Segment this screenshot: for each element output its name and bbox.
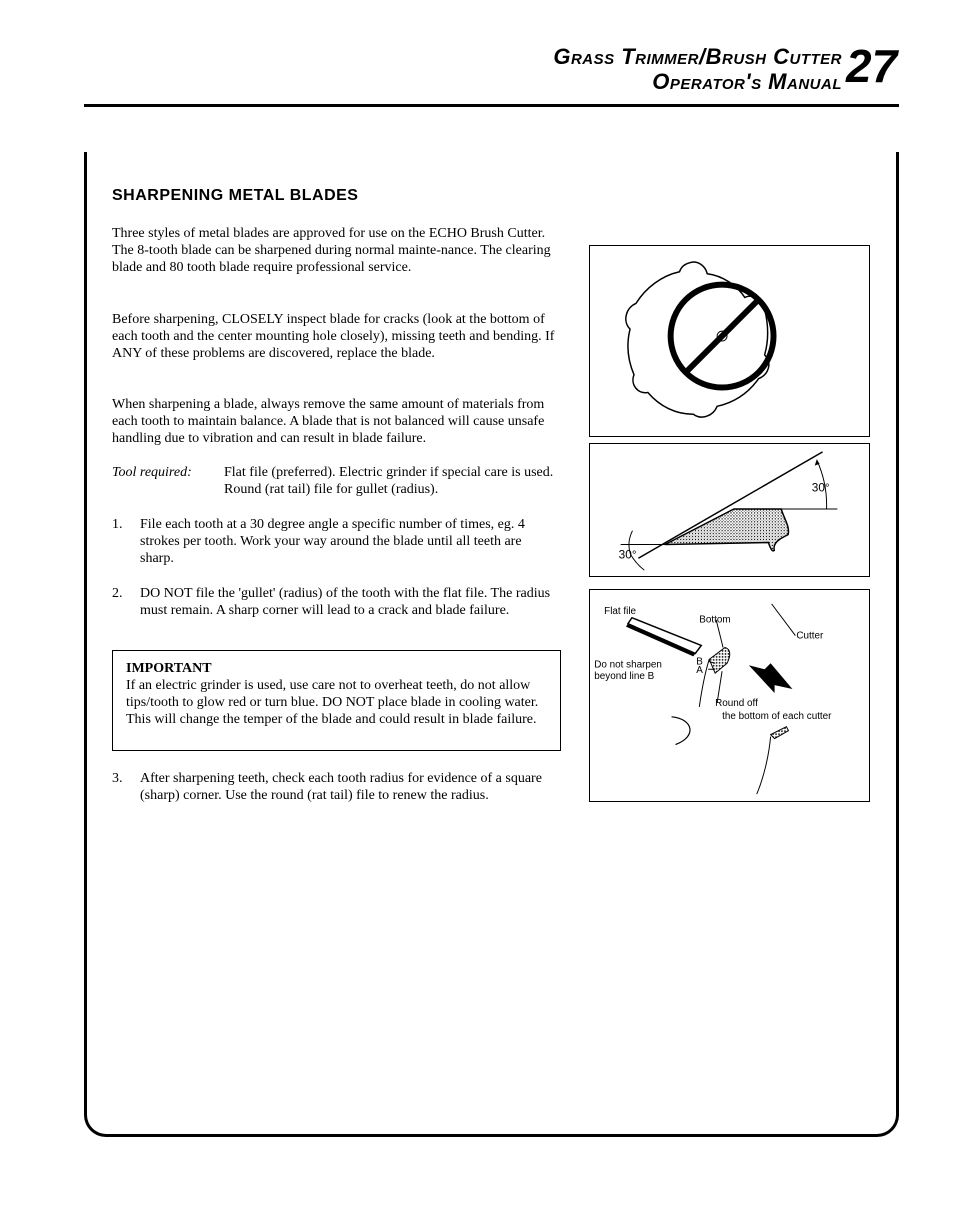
- cutter-detail-figure: [589, 589, 870, 802]
- flat-file-label: Flat file: [604, 605, 637, 617]
- step-text: After sharpening teeth, check each tooth radius for evidence of a square (sharp) corner. Use the round (rat tail) file to renew the radius.: [140, 771, 542, 803]
- lower-angle-label: 30°: [618, 547, 637, 562]
- step-number: 1.: [112, 517, 123, 532]
- header-rule: [84, 104, 899, 107]
- section-heading: SHARPENING METAL BLADES: [112, 187, 359, 204]
- tool-required-label: Tool required:: [112, 465, 192, 480]
- blade-prohibited-figure: [589, 245, 870, 437]
- step-number: 3.: [112, 771, 123, 786]
- page-number: 27: [846, 40, 898, 92]
- bottom-label: Bottom: [699, 614, 731, 626]
- intro-paragraph: Three styles of metal blades are approved for use on the ECHO Brush Cutter. The 8-tooth blade can be sharpened during normal mainte-nance. The clearing blade and 80 tooth blade require professional service.: [112, 226, 551, 275]
- do-not-sharpen-label-1: Do not sharpen: [594, 659, 662, 671]
- step-text: DO NOT file the 'gullet' (radius) of the tooth with the flat file. The radius must remain. A sharp corner will lead to a crack and blade failure.: [140, 586, 551, 618]
- filing-angle-illustration: [590, 444, 869, 576]
- step-number: 2.: [112, 586, 123, 601]
- line-a-label: A: [696, 665, 703, 677]
- blade-prohibited-illustration: [590, 246, 869, 436]
- do-not-sharpen-label-2: beyond line B: [594, 671, 655, 683]
- tool-required-text: Flat file (preferred). Electric grinder if special care is used. Round (rat tail) file for gullet (radius).: [224, 465, 554, 497]
- manual-title-line1: Grass Trimmer/Brush Cutter: [553, 44, 842, 69]
- cutter-label: Cutter: [796, 630, 824, 642]
- cutter-detail-illustration: [590, 590, 869, 801]
- manual-title: [553, 44, 842, 94]
- round-off-label-1: Round off: [715, 697, 758, 709]
- line-b-label: B: [696, 656, 703, 668]
- step-text: File each tooth at a 30 degree angle a specific number of times, eg. 4 strokes per tooth. Work your way around the blade until all teeth are sharp.: [140, 517, 525, 566]
- upper-angle-label: 30°: [811, 480, 830, 495]
- inspect-paragraph: Before sharpening, CLOSELY inspect blade for cracks (look at the bottom of each tooth and the center mounting hole closely), missing teeth and bending. If ANY of these problems are discovered, replace the blade.: [112, 312, 555, 361]
- important-notice: [112, 650, 561, 751]
- important-text: If an electric grinder is used, use care not to overheat teeth, do not allow tips/tooth to glow red or turn blue. DO NOT place blade in cooling water. This will change the temper of the blade and could result in blade failure.: [126, 678, 539, 727]
- balance-paragraph: When sharpening a blade, always remove the same amount of materials from each tooth to maintain balance. A blade that is not balanced will cause unsafe handling due to vibration and can result in blade failure.: [112, 397, 545, 446]
- filing-angle-figure: [589, 443, 870, 577]
- important-title: IMPORTANT: [126, 661, 212, 676]
- manual-title-line2: Operator's Manual: [652, 69, 842, 94]
- round-off-label-2: the bottom of each cutter: [722, 710, 832, 722]
